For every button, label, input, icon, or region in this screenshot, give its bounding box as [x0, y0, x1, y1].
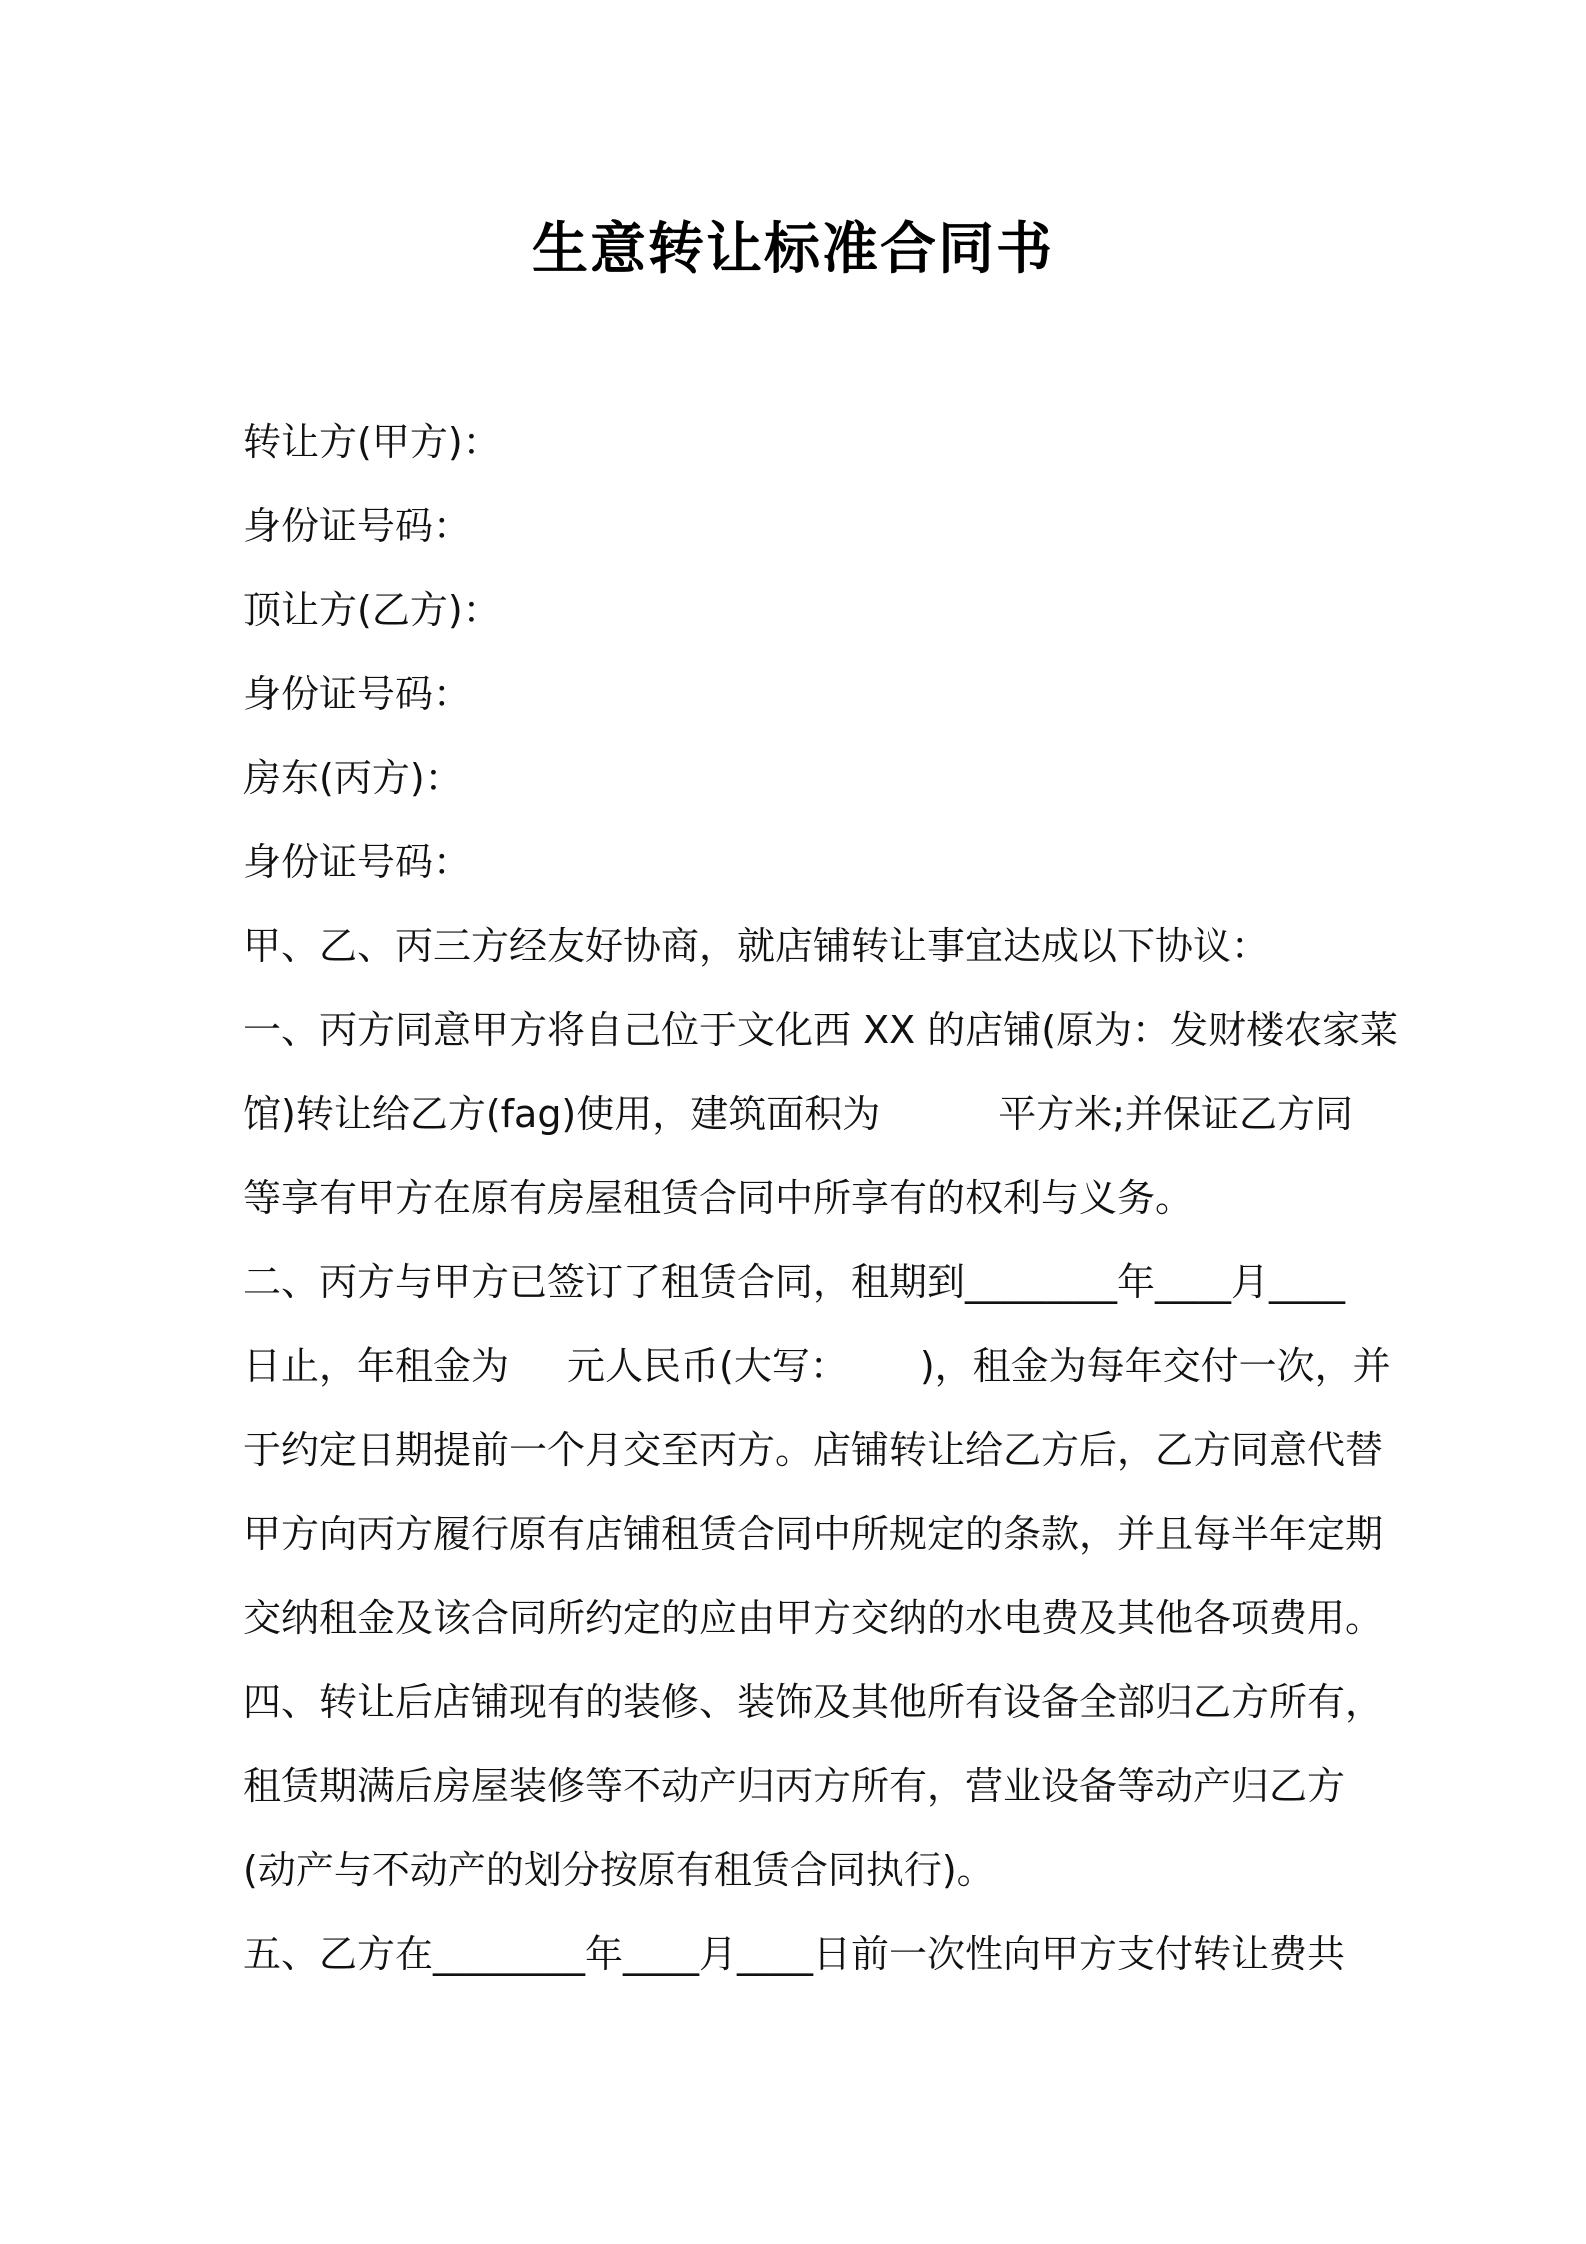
clause-2-line-5: 交纳租金及该合同所约定的应由甲方交纳的水电费及其他各项费用。: [243, 1596, 1384, 1640]
clause-1-line-2-part-b: 平方米;并保证乙方同: [998, 1092, 1353, 1136]
field-transferee: 顶让方(乙方)：: [243, 588, 501, 632]
clause-5-line-1: 五、乙方在________年____月____日前一次性向甲方支付转让费共: [243, 1932, 1346, 1976]
field-transferee-id: 身份证号码：: [243, 672, 472, 716]
document-body: [243, 400, 1399, 1996]
clause-2-line-2-part-b: 元人民币(大写：: [567, 1344, 848, 1388]
clause-1-line-2-part-a: 馆)转让给乙方(fag)使用，建筑面积为: [243, 1092, 881, 1136]
field-landlord-id: 身份证号码：: [243, 840, 472, 884]
clause-2-line-4: 甲方向丙方履行原有店铺租赁合同中所规定的条款，并且每半年定期: [243, 1512, 1384, 1556]
clause-4-line-2: 租赁期满后房屋装修等不动产归丙方所有，营业设备等动产归乙方: [243, 1764, 1346, 1808]
clause-1-line-1: 一、丙方同意甲方将自己位于文化西 XX 的店铺(原为：发财楼农家菜: [243, 1008, 1399, 1052]
clause-1-line-2: [243, 1072, 1353, 1156]
clause-2-line-2-part-c: )，租金为每年交付一次，并: [919, 1344, 1391, 1388]
clause-2-line-2-part-a: 日止，年租金为: [243, 1344, 510, 1388]
clause-4-line-1: 四、转让后店铺现有的装修、装饰及其他所有设备全部归乙方所有，: [243, 1680, 1384, 1724]
clause-2-line-3: 于约定日期提前一个月交至丙方。店铺转让给乙方后，乙方同意代替: [243, 1428, 1384, 1472]
field-landlord: 房东(丙方)：: [243, 756, 463, 800]
field-transferor-id: 身份证号码：: [243, 504, 472, 548]
clause-2-line-2: [243, 1324, 1391, 1408]
clause-2-line-1: 二、丙方与甲方已签订了租赁合同，租期到________年____月____: [243, 1260, 1346, 1304]
field-transferor: 转让方(甲方)：: [243, 420, 501, 464]
clause-1-line-3: 等享有甲方在原有房屋租赁合同中所享有的权利与义务。: [243, 1176, 1194, 1220]
clause-4-line-3: (动产与不动产的划分按原有租赁合同执行)。: [243, 1848, 995, 1892]
agreement-intro: 甲、乙、丙三方经友好协商，就店铺转让事宜达成以下协议：: [243, 924, 1270, 968]
document-title: 生意转让标准合同书: [532, 217, 1054, 282]
